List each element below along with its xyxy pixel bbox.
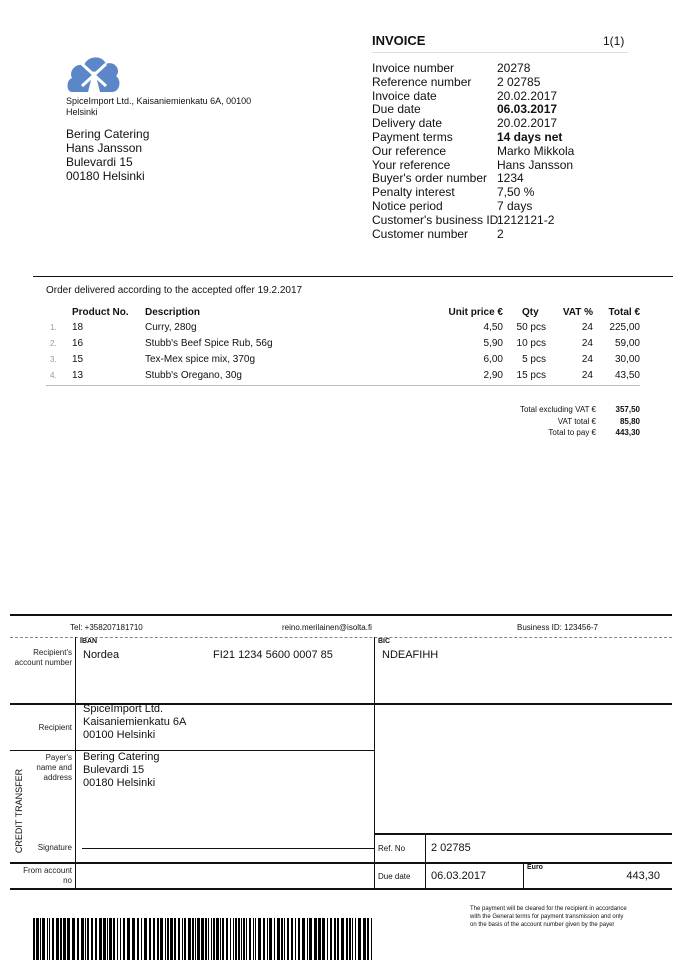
barcode-bar xyxy=(208,918,209,960)
barcode-bar xyxy=(182,918,183,960)
barcode-bar xyxy=(255,918,256,960)
table-bottom-rule xyxy=(46,385,640,386)
detail-value: 06.03.2017 xyxy=(497,102,558,117)
barcode-bar xyxy=(137,918,139,960)
total-label: Total excluding VAT € xyxy=(519,405,596,414)
barcode-bar xyxy=(269,918,272,960)
barcode-bar xyxy=(201,918,204,960)
barcode-bar xyxy=(123,918,125,960)
barcode-bar xyxy=(120,918,121,960)
barcode-bar xyxy=(109,918,112,960)
bic-label: BIC xyxy=(378,638,391,645)
recipient-line: Bering Catering xyxy=(66,127,150,141)
section-divider xyxy=(33,276,673,277)
barcode-bar xyxy=(371,918,372,960)
note-line: The payment will be cleared for the recipient in accordance xyxy=(470,906,627,912)
barcode-bar xyxy=(192,918,194,960)
description: Tex-Mex spice mix, 370g xyxy=(145,354,256,365)
product-no: 15 xyxy=(72,354,84,365)
barcode-bar xyxy=(167,918,169,960)
barcode-bar xyxy=(99,918,102,960)
total-value: 357,50 xyxy=(615,405,640,414)
barcode-bar xyxy=(77,918,79,960)
detail-value: 7,50 % xyxy=(497,185,535,200)
slip-recipient-line: Kaisaniemienkatu 6A xyxy=(83,716,187,728)
barcode-bar xyxy=(238,918,240,960)
credit-transfer-title: CREDIT TRANSFER xyxy=(14,768,24,854)
slip-hline xyxy=(10,750,375,751)
barcode-bar xyxy=(258,918,261,960)
product-no: 16 xyxy=(72,338,84,349)
row-number: 1. xyxy=(50,323,57,332)
line-total: 225,00 xyxy=(609,322,640,333)
barcode-bar xyxy=(33,918,35,960)
barcode-bar xyxy=(160,918,163,960)
total-value: 85,80 xyxy=(619,416,640,426)
barcode-bar xyxy=(67,918,70,960)
detail-label: Due date xyxy=(372,102,421,117)
ref-label: Ref. No xyxy=(378,844,406,853)
barcode-bar xyxy=(233,918,234,960)
barcode-bar xyxy=(40,918,41,960)
barcode-bar xyxy=(281,918,283,960)
barcode-bar xyxy=(178,918,180,960)
iban-label: IBAN xyxy=(80,638,98,645)
barcode-bar xyxy=(205,918,207,960)
barcode-bar xyxy=(263,918,265,960)
signature-label: Signature xyxy=(37,843,72,852)
order-note: Order delivered according to the accepted offer 19.2.2017 xyxy=(46,285,303,296)
barcode-bar xyxy=(170,918,173,960)
description: Stubb's Beef Spice Rub, 56g xyxy=(145,338,273,349)
detail-value: 20278 xyxy=(497,61,531,75)
sender-address-line2: Helsinki xyxy=(66,107,98,117)
note-line: with the General terms for payment transmission and only xyxy=(470,914,624,920)
cut-line xyxy=(10,637,672,638)
recipient-line: Hans Jansson xyxy=(66,141,143,155)
unit-price: 4,50 xyxy=(483,322,503,333)
barcode-bar xyxy=(226,918,228,960)
barcode-bar xyxy=(309,918,312,960)
recipient-line: Bulevardi 15 xyxy=(66,155,133,169)
iban-value: FI21 1234 5600 0007 85 xyxy=(213,649,333,661)
footer-email: reino.merilainen@isolta.fi xyxy=(282,623,372,632)
recipient-account-label: Recipient's account number xyxy=(14,648,72,667)
detail-value: 2 02785 xyxy=(497,74,541,89)
barcode-bar xyxy=(36,918,39,960)
barcode-bar xyxy=(188,918,191,960)
company-logo xyxy=(66,52,122,99)
barcode-bar xyxy=(81,918,84,960)
page-number: 1(1) xyxy=(603,34,625,48)
barcode-bar xyxy=(334,918,336,960)
detail-label: Reference number xyxy=(372,74,472,89)
barcode-bar xyxy=(141,918,142,960)
barcode-bar xyxy=(327,918,328,960)
product-no: 13 xyxy=(72,370,84,381)
barcode-bar xyxy=(85,918,86,960)
barcode-bar xyxy=(103,918,106,960)
detail-value: 1212121-2 xyxy=(497,212,555,227)
col-unit-price: Unit price € xyxy=(448,307,503,318)
qty: 5 pcs xyxy=(522,354,546,365)
signature-line[interactable] xyxy=(82,848,374,849)
barcode-bar xyxy=(358,918,361,960)
col-qty: Qty xyxy=(522,307,539,318)
barcode-bar xyxy=(113,918,115,960)
detail-label: Notice period xyxy=(372,199,443,213)
recipient-address xyxy=(66,127,149,183)
product-no: 18 xyxy=(72,322,84,333)
row-number: 3. xyxy=(50,355,57,364)
barcode-bar xyxy=(144,918,147,960)
detail-value: 7 days xyxy=(497,199,533,213)
detail-label: Invoice number xyxy=(372,61,455,75)
slip-payer-line: Bering Catering xyxy=(83,751,160,763)
barcode-bar xyxy=(246,918,247,960)
qty: 50 pcs xyxy=(516,322,546,333)
line-total: 59,00 xyxy=(614,338,640,349)
slip-recipient-line: 00100 Helsinki xyxy=(83,729,156,741)
barcode-bar xyxy=(87,918,89,960)
footer-business-id: Business ID: 123456-7 xyxy=(517,623,598,632)
detail-label: Customer number xyxy=(372,226,469,241)
barcode xyxy=(33,918,375,960)
barcode-bar xyxy=(291,918,293,960)
due-value: 06.03.2017 xyxy=(431,870,487,882)
detail-value: 1234 xyxy=(497,171,524,186)
detail-label: Our reference xyxy=(372,143,447,158)
barcode-bar xyxy=(307,918,308,960)
slip-hline xyxy=(374,833,672,835)
unit-price: 2,90 xyxy=(483,370,503,381)
detail-value: Marko Mikkola xyxy=(497,143,575,158)
sender-address-line1: SpiceImport Ltd., Kaisaniemienkatu 6A, 00100 xyxy=(66,96,252,106)
detail-label: Delivery date xyxy=(372,116,443,131)
barcode-bar xyxy=(253,918,254,960)
barcode-bar xyxy=(72,918,75,960)
vat: 24 xyxy=(581,370,593,381)
barcode-bar xyxy=(91,918,93,960)
barcode-bar xyxy=(241,918,242,960)
total-value: 443,30 xyxy=(615,428,640,437)
description: Stubb's Oregano, 30g xyxy=(145,370,242,381)
slip-payer-line: 00180 Helsinki xyxy=(83,777,156,789)
recipient-label: Recipient xyxy=(38,723,72,732)
recipient-line: 00180 Helsinki xyxy=(66,169,145,183)
barcode-bar xyxy=(127,918,130,960)
col-total: Total € xyxy=(608,307,640,318)
col-product-no: Product No. xyxy=(72,307,129,318)
barcode-bar xyxy=(314,918,317,960)
barcode-bar xyxy=(267,918,268,960)
barcode-bar xyxy=(367,918,369,960)
barcode-bar xyxy=(132,918,135,960)
barcode-bar xyxy=(197,918,200,960)
barcode-bar xyxy=(63,918,66,960)
barcode-bar xyxy=(47,918,48,960)
col-vat: VAT % xyxy=(562,307,593,318)
detail-label: Invoice date xyxy=(372,88,437,103)
barcode-bar xyxy=(249,918,251,960)
slip-vline xyxy=(425,833,426,888)
slip-payer-line: Bulevardi 15 xyxy=(83,764,145,776)
barcode-bar xyxy=(337,918,339,960)
barcode-bar xyxy=(352,918,353,960)
footer-tel: Tel: +358207181710 xyxy=(70,623,143,632)
windmill-cloud-logo-icon xyxy=(66,52,122,94)
barcode-bar xyxy=(346,918,348,960)
line-total: 30,00 xyxy=(614,354,640,365)
barcode-bar xyxy=(298,918,300,960)
detail-label: Your reference xyxy=(372,157,451,172)
barcode-bar xyxy=(195,918,196,960)
barcode-bar xyxy=(355,918,356,960)
line-total: 43,50 xyxy=(614,370,640,381)
description: Curry, 280g xyxy=(145,322,197,333)
detail-value: 20.02.2017 xyxy=(497,116,558,131)
barcode-bar xyxy=(284,918,285,960)
note-line: on the basis of the account number given by the payer xyxy=(470,922,615,928)
vat: 24 xyxy=(581,322,593,333)
slip-hline xyxy=(10,862,672,864)
amount-value: 443,30 xyxy=(626,870,660,882)
barcode-bar xyxy=(302,918,305,960)
qty: 15 pcs xyxy=(516,370,546,381)
slip-recipient-line: SpiceImport Ltd. xyxy=(83,703,164,715)
barcode-bar xyxy=(277,918,280,960)
detail-value: Hans Jansson xyxy=(497,157,574,172)
invoice-title: INVOICE xyxy=(372,33,426,48)
barcode-bar xyxy=(56,918,59,960)
detail-value: 14 days net xyxy=(497,130,563,144)
barcode-bar xyxy=(243,918,245,960)
barcode-bar xyxy=(363,918,366,960)
row-number: 2. xyxy=(50,339,57,348)
barcode-bar xyxy=(117,918,118,960)
barcode-bar xyxy=(330,918,332,960)
slip-recipient xyxy=(83,703,186,742)
barcode-bar xyxy=(220,918,221,960)
unit-price: 6,00 xyxy=(483,354,503,365)
slip-hline xyxy=(10,888,672,890)
detail-label: Customer's business ID xyxy=(372,212,499,227)
detail-value: 20.02.2017 xyxy=(497,88,558,103)
vat: 24 xyxy=(581,338,593,349)
barcode-bar xyxy=(349,918,351,960)
barcode-bar xyxy=(322,918,325,960)
barcode-bar xyxy=(318,918,321,960)
slip-top-rule xyxy=(10,614,672,616)
row-number: 4. xyxy=(50,371,57,380)
barcode-bar xyxy=(222,918,224,960)
barcode-bar xyxy=(287,918,289,960)
title-divider xyxy=(372,52,628,53)
barcode-bar xyxy=(149,918,151,960)
due-label: Due date xyxy=(378,872,411,881)
barcode-bar xyxy=(211,918,212,960)
barcode-bar xyxy=(42,918,45,960)
col-description: Description xyxy=(145,307,201,318)
payer-label: Payer's name and address xyxy=(36,753,72,782)
slip-vline xyxy=(523,862,524,888)
slip-payer xyxy=(83,751,159,790)
payment-note xyxy=(470,905,627,929)
vat: 24 xyxy=(581,354,593,365)
barcode-bar xyxy=(107,918,108,960)
barcode-bar xyxy=(60,918,62,960)
barcode-bar xyxy=(213,918,215,960)
barcode-bar xyxy=(153,918,155,960)
barcode-bar xyxy=(216,918,219,960)
barcode-bar xyxy=(165,918,166,960)
total-label: Total to pay € xyxy=(548,428,596,437)
total-label: VAT total € xyxy=(557,416,596,426)
barcode-bar xyxy=(157,918,159,960)
unit-price: 5,90 xyxy=(483,338,503,349)
barcode-bar xyxy=(174,918,176,960)
barcode-bar xyxy=(52,918,54,960)
barcode-bar xyxy=(235,918,237,960)
barcode-bar xyxy=(274,918,275,960)
barcode-bar xyxy=(295,918,296,960)
qty: 10 pcs xyxy=(516,338,546,349)
slip-vline xyxy=(374,637,375,888)
barcode-bar xyxy=(341,918,344,960)
barcode-bar xyxy=(184,918,186,960)
barcode-bar xyxy=(230,918,231,960)
barcode-bar xyxy=(49,918,50,960)
detail-label: Payment terms xyxy=(372,130,453,144)
slip-vline xyxy=(75,637,76,888)
bic-value: NDEAFIHH xyxy=(382,649,439,661)
barcode-bar xyxy=(95,918,97,960)
euro-label: Euro xyxy=(527,864,543,871)
bank-name: Nordea xyxy=(83,649,120,661)
detail-label: Buyer's order number xyxy=(372,171,488,186)
detail-value: 2 xyxy=(497,226,504,241)
ref-value: 2 02785 xyxy=(431,842,471,854)
from-account-label: From account no xyxy=(23,866,72,885)
detail-label: Penalty interest xyxy=(372,185,455,200)
